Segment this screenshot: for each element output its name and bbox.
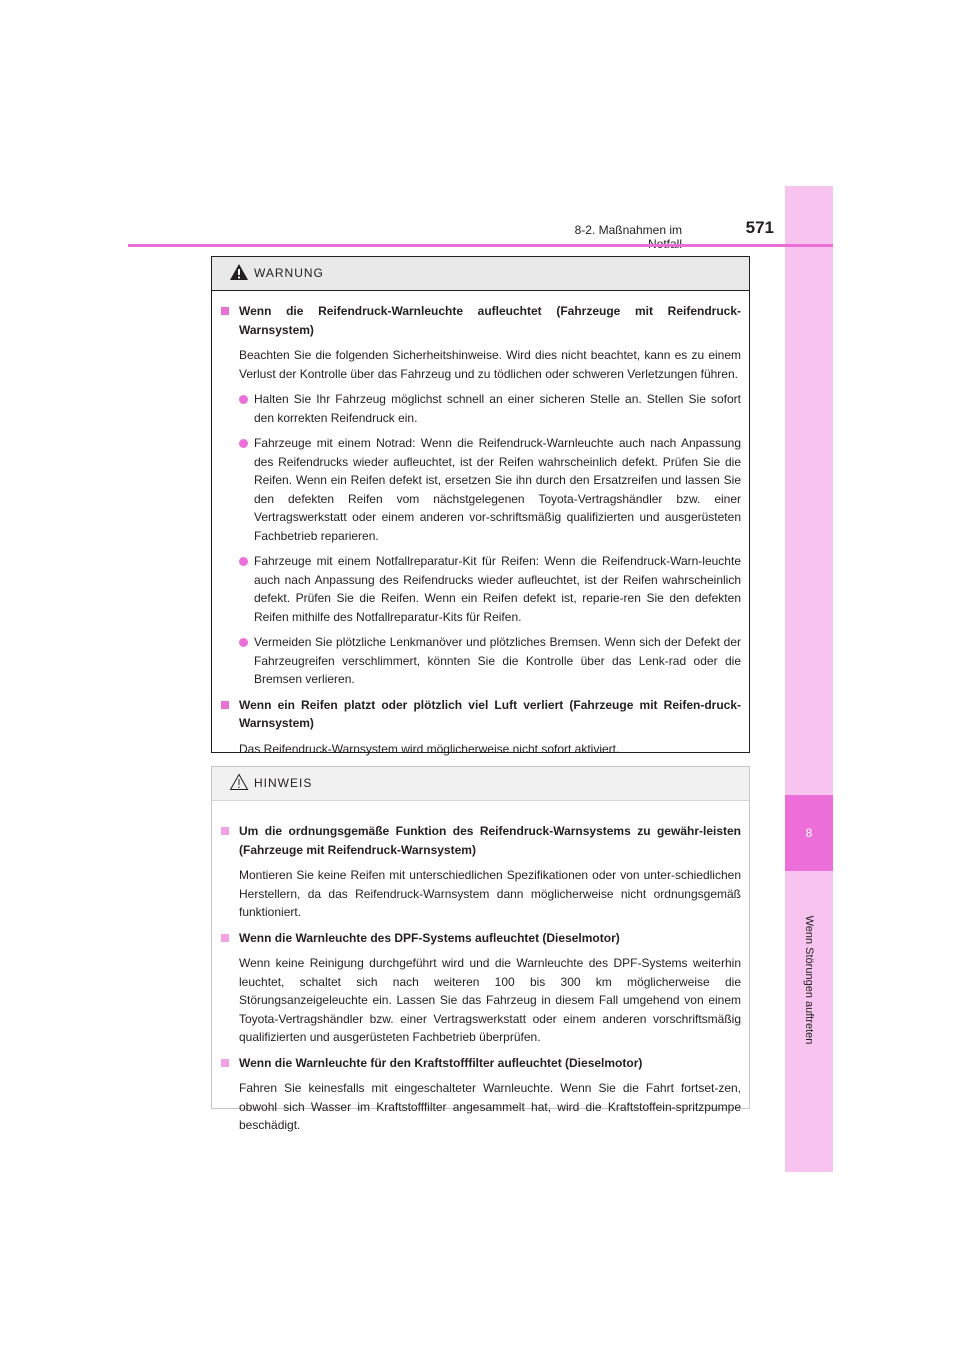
- note-heading-2-text: Wenn die Warnleuchte des DPF-Systems aufleuchtet (Dieselmotor): [239, 930, 620, 945]
- note-heading-2: [220, 929, 741, 948]
- note-title: HINWEIS: [254, 776, 313, 790]
- warning-heading-1: [220, 302, 741, 339]
- note-heading-1-text: Um die ordnungsgemäße Funktion des Reifendruck-Warnsystems zu gewähr-leisten (Fahrzeuge mit Reifendruck-Warnsystem): [239, 824, 741, 857]
- warning-bullet-2: [220, 434, 741, 545]
- header-rule: [128, 244, 833, 247]
- chapter-number-tab[interactable]: [785, 795, 833, 871]
- warning-paragraph-2: Das Reifendruck-Warnsystem wird möglicherweise nicht sofort aktiviert.: [239, 741, 620, 756]
- circle-bullet-icon: [239, 638, 248, 647]
- circle-bullet-icon: [239, 557, 248, 566]
- warning-paragraph-1: Beachten Sie die folgenden Sicherheitshinweise. Wird dies nicht beachtet, kann es zu einem Verlust der Kontrolle über das Fahrzeug und zu tödlichen oder schweren Verletzungen führen.: [239, 348, 741, 381]
- warning-bullet-1-text: Halten Sie Ihr Fahrzeug möglichst schnell an einer sicheren Stelle an. Stellen Sie sofort den korrekten Reifendruck ein.: [254, 392, 741, 425]
- warning-bullet-3-text: Fahrzeuge mit einem Notfallreparatur-Kit für Reifen: Wenn die Reifendruck-Warn-leuchte auch nach Anpassung des Reifendrucks wieder aufleuchtet, ist der Reifen wahrscheinlich defekt. Prüfen Sie die Reifen. Wenn ein Reifen defekt ist, reparie-ren Sie den defekten Reifen mithilfe des Notfallreparatur-Kits für Reifen.: [254, 554, 741, 624]
- warning-title: WARNUNG: [254, 266, 324, 280]
- warning-body: [212, 291, 749, 758]
- note-box: [211, 766, 750, 1132]
- square-bullet-icon: [221, 827, 229, 835]
- warning-bullet-3: [220, 552, 741, 626]
- circle-bullet-icon: [239, 439, 248, 448]
- square-bullet-icon: [221, 701, 229, 709]
- warning-heading-1-text: Wenn die Reifendruck-Warnleuchte aufleuchtet (Fahrzeuge mit Reifendruck-Warnsystem): [239, 304, 741, 337]
- square-bullet-icon: [221, 1059, 229, 1067]
- note-header: [212, 767, 749, 801]
- caution-triangle-icon: [229, 773, 249, 791]
- note-paragraph-3: Fahren Sie keinesfalls mit eingeschalteter Warnleuchte. Wenn Sie die Fahrt fortset-zen, obwohl sich Wasser im Kraftstofffilter angesammelt hat, wird die Kraftstoffein-spritzpumpe beschädigt.: [239, 1081, 741, 1132]
- warning-heading-2-text: Wenn ein Reifen platzt oder plötzlich viel Luft verliert (Fahrzeuge mit Reifen-druck-Warnsystem): [239, 697, 741, 730]
- circle-bullet-icon: [239, 395, 248, 404]
- note-paragraph-2: Wenn keine Reinigung durchgeführt wird und die Warnleuchte des DPF-Systems weiterhin leuchtet, schaltet sich nach weiteren 100 bis 300 km möglicherweise die Störungsanzeigeleuchte ein. Lassen Sie das Fahrzeug in diesem Fall umgehend von einem Toyota-Vertragshändler bzw. einer Vertragswerkstatt oder einem anderen vorschriftsmäßig qualifizierten und ausgerüsteten Fachbetrieb überprüfen.: [239, 956, 741, 1044]
- warning-bullet-2-text: Fahrzeuge mit einem Notrad: Wenn die Reifendruck-Warnleuchte auch nach Anpassung des Reifendrucks wieder aufleuchtet, ist der Reifen wahrscheinlich defekt. Prüfen Sie die Reifen. Wenn ein Reifen defekt ist, ersetzen Sie ihn durch den Ersatzreifen und lassen Sie den defekten Reifen vom nächstgelegenen Toyota-Vertragshändler bzw. einer Vertragswerkstatt oder einem anderen vor-schriftsmäßig qualifizierten und ausgerüsteten Fachbetrieb reparieren.: [254, 436, 741, 543]
- warning-heading-2: [220, 696, 741, 733]
- warning-box: [211, 256, 750, 756]
- page-number: 571: [745, 218, 774, 237]
- warning-header: [212, 257, 749, 291]
- section-label: 8-2. Maßnahmen im: [574, 223, 682, 237]
- warning-bullet-4: [220, 633, 741, 689]
- warning-bullet-4-text: Vermeiden Sie plötzliche Lenkmanöver und plötzliches Bremsen. Wenn sich der Defekt der Fahrzeugreifen verschlimmert, könnten Sie die Kontrolle über das Lenk-rad oder die Bremsen verlieren.: [254, 635, 741, 686]
- warning-triangle-icon: [229, 263, 249, 281]
- square-bullet-icon: [221, 307, 229, 315]
- note-heading-1: [220, 822, 741, 859]
- square-bullet-icon: [221, 934, 229, 942]
- chapter-number: 8: [805, 826, 813, 840]
- note-heading-3-text: Wenn die Warnleuchte für den Kraftstofffilter aufleuchtet (Dieselmotor): [239, 1055, 643, 1070]
- chapter-title: Wenn Störungen auftreten: [803, 915, 815, 1045]
- warning-bullet-1: [220, 390, 741, 427]
- note-body: [212, 801, 749, 1135]
- note-heading-3: [220, 1054, 741, 1073]
- note-paragraph-1: Montieren Sie keine Reifen mit unterschiedlichen Spezifikationen oder von unter-schiedlichen Herstellern, da das Reifendruck-Warnsystem dann möglicherweise nicht ordnungsgemäß funktioniert.: [239, 868, 741, 919]
